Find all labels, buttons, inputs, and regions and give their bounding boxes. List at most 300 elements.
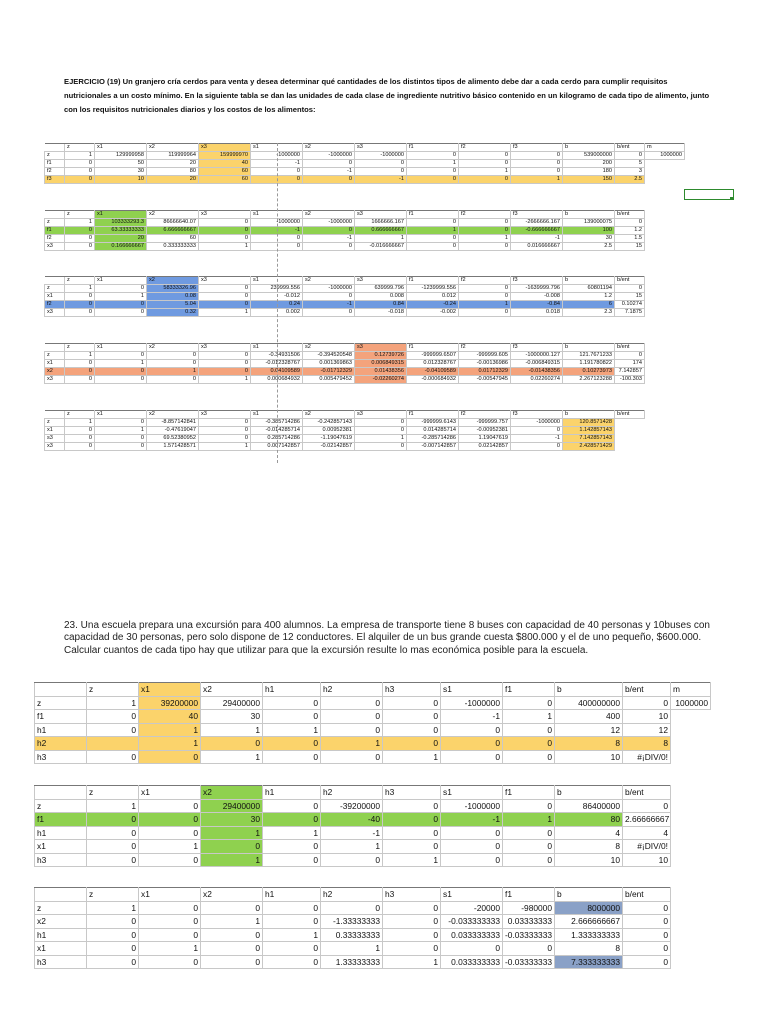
table-cell[interactable]: -0.84 — [511, 301, 563, 309]
column-header[interactable]: z — [65, 211, 95, 219]
row-label-cell[interactable]: x1 — [45, 293, 65, 301]
table-cell[interactable]: 1 — [407, 227, 459, 235]
table-cell[interactable]: -1 — [251, 160, 303, 168]
column-header[interactable]: h1 — [263, 683, 321, 697]
table-cell[interactable] — [671, 723, 711, 737]
column-header[interactable]: b/ent — [615, 277, 645, 285]
table-cell[interactable]: 1 — [355, 235, 407, 243]
column-header[interactable]: f3 — [511, 211, 563, 219]
table-cell[interactable]: 0 — [201, 955, 263, 969]
row-label-cell[interactable]: z — [45, 352, 65, 360]
column-header[interactable]: f3 — [511, 277, 563, 285]
row-label-cell[interactable]: f1 — [35, 813, 87, 827]
table-cell[interactable]: 10 — [623, 710, 671, 724]
table-cell[interactable]: -999999.757 — [459, 419, 511, 427]
table-cell[interactable]: 0 — [459, 243, 511, 251]
table-cell[interactable]: 0 — [201, 840, 263, 854]
table-cell[interactable]: 30 — [95, 168, 147, 176]
table-cell[interactable]: 1 — [503, 813, 555, 827]
table-cell[interactable]: 0 — [459, 285, 511, 293]
column-header[interactable]: x3 — [199, 211, 251, 219]
table-cell[interactable]: 0 — [147, 360, 199, 368]
table-cell[interactable]: 0 — [95, 443, 147, 451]
table-cell[interactable]: 1 — [201, 723, 263, 737]
table-cell[interactable]: 0 — [459, 152, 511, 160]
table-cell[interactable]: 0 — [459, 293, 511, 301]
row-label-cell[interactable]: s3 — [45, 435, 65, 443]
table-cell[interactable]: 1 — [407, 160, 459, 168]
table-cell[interactable]: 0 — [511, 160, 563, 168]
table-cell[interactable]: 0 — [503, 696, 555, 710]
table-cell[interactable]: 2.428571429 — [563, 443, 615, 451]
table-cell[interactable]: 239999.556 — [251, 285, 303, 293]
table-cell[interactable]: 7.1875 — [615, 309, 645, 317]
table-cell[interactable]: 80 — [147, 168, 199, 176]
column-header[interactable]: h2 — [321, 888, 383, 902]
table-cell[interactable]: 10 — [95, 176, 147, 184]
column-header[interactable]: h3 — [383, 888, 441, 902]
table-cell[interactable]: -0.00952381 — [459, 427, 511, 435]
column-header[interactable]: s3 — [355, 344, 407, 352]
table-cell[interactable]: 1 — [263, 826, 321, 840]
table-cell[interactable]: 0 — [95, 368, 147, 376]
table-cell[interactable]: 2.666666667 — [555, 915, 623, 929]
table-cell[interactable]: -0.006849315 — [511, 360, 563, 368]
table-cell[interactable]: 0 — [383, 723, 441, 737]
table-cell[interactable]: 0 — [615, 352, 645, 360]
table-cell[interactable]: 0 — [407, 219, 459, 227]
table-cell[interactable]: 0 — [321, 901, 383, 915]
column-header[interactable]: b — [563, 277, 615, 285]
row-label-cell[interactable]: f2 — [45, 168, 65, 176]
column-header[interactable]: h2 — [321, 786, 383, 800]
table-cell[interactable]: 1 — [383, 750, 441, 764]
table-cell[interactable]: 0 — [65, 293, 95, 301]
table-cell[interactable]: -0.002 — [407, 309, 459, 317]
table-cell[interactable]: 200 — [563, 160, 615, 168]
row-label-cell[interactable]: x1 — [45, 427, 65, 435]
column-header[interactable]: x2 — [147, 411, 199, 419]
table-cell[interactable]: 0 — [263, 813, 321, 827]
table-cell[interactable] — [671, 710, 711, 724]
table-cell[interactable]: 1 — [511, 176, 563, 184]
table-cell[interactable]: 5 — [615, 160, 645, 168]
table-cell[interactable]: 0 — [199, 360, 251, 368]
table-cell[interactable]: 1 — [201, 750, 263, 764]
table-cell[interactable]: 5.04 — [147, 301, 199, 309]
table-cell[interactable]: 0 — [441, 723, 503, 737]
table-cell[interactable]: 639999.796 — [355, 285, 407, 293]
table-cell[interactable]: 0 — [139, 928, 201, 942]
table-cell[interactable]: 30 — [563, 235, 615, 243]
table-cell[interactable]: 1 — [201, 826, 263, 840]
table-cell[interactable]: -20000 — [441, 901, 503, 915]
table-cell[interactable]: -0.394520548 — [303, 352, 355, 360]
table-cell[interactable]: 63.33333333 — [95, 227, 147, 235]
row-label-cell[interactable]: x1 — [35, 942, 87, 956]
table-cell[interactable]: 119999964 — [147, 152, 199, 160]
table-cell[interactable]: 0 — [355, 419, 407, 427]
table-cell[interactable]: -1 — [321, 826, 383, 840]
table-cell[interactable]: 0.10273973 — [563, 368, 615, 376]
table-cell[interactable]: 7.142857143 — [563, 435, 615, 443]
table-cell[interactable]: 0 — [355, 443, 407, 451]
table-cell[interactable]: -0.285714286 — [407, 435, 459, 443]
table-cell[interactable]: 0 — [65, 243, 95, 251]
table-cell[interactable]: 0 — [139, 826, 201, 840]
table-cell[interactable]: 0 — [383, 737, 441, 751]
table-cell[interactable]: 0 — [263, 737, 321, 751]
table-cell[interactable] — [615, 435, 645, 443]
table-cell[interactable]: 0 — [199, 227, 251, 235]
column-header[interactable]: x3 — [199, 344, 251, 352]
table-cell[interactable]: -1 — [441, 813, 503, 827]
row-label-cell[interactable]: x3 — [45, 309, 65, 317]
column-header[interactable]: z — [65, 411, 95, 419]
table-cell[interactable]: 0 — [263, 840, 321, 854]
table-cell[interactable]: 8000000 — [555, 901, 623, 915]
column-header[interactable] — [45, 277, 65, 285]
row-label-cell[interactable]: x2 — [35, 915, 87, 929]
table-cell[interactable]: 0 — [65, 443, 95, 451]
table-cell[interactable]: 0 — [441, 750, 503, 764]
table-cell[interactable]: 0.012328767 — [407, 360, 459, 368]
table-cell[interactable]: 1 — [263, 928, 321, 942]
table-cell[interactable]: 1666666.167 — [355, 219, 407, 227]
table-cell[interactable]: 0 — [87, 710, 139, 724]
table-cell[interactable]: -0.03333333 — [503, 928, 555, 942]
table-cell[interactable]: 0 — [321, 723, 383, 737]
column-header[interactable]: s3 — [355, 277, 407, 285]
table-cell[interactable]: 0 — [623, 901, 671, 915]
table-cell[interactable]: -1000000 — [355, 152, 407, 160]
row-label-cell[interactable]: x1 — [45, 360, 65, 368]
table-cell[interactable]: 103333293.3 — [95, 219, 147, 227]
column-header[interactable]: s1 — [251, 211, 303, 219]
table-cell[interactable]: 1 — [459, 168, 511, 176]
table-cell[interactable]: 0 — [87, 840, 139, 854]
table-cell[interactable]: 1 — [383, 955, 441, 969]
table-cell[interactable]: 159999970 — [199, 152, 251, 160]
table-cell[interactable]: 0 — [263, 750, 321, 764]
table-cell[interactable]: 1 — [65, 152, 95, 160]
column-header[interactable]: x1 — [95, 344, 147, 352]
table-cell[interactable]: 0 — [199, 219, 251, 227]
table-cell[interactable]: -40 — [321, 813, 383, 827]
table-cell[interactable]: 1 — [95, 293, 147, 301]
table-cell[interactable] — [645, 160, 685, 168]
row-label-cell[interactable]: h3 — [35, 853, 87, 867]
table-cell[interactable]: 50 — [95, 160, 147, 168]
table-cell[interactable]: -999999.6143 — [407, 419, 459, 427]
table-cell[interactable]: 1 — [87, 901, 139, 915]
table-cell[interactable]: 0 — [65, 435, 95, 443]
table-cell[interactable]: 0 — [87, 928, 139, 942]
column-header[interactable]: f2 — [459, 344, 511, 352]
table-cell[interactable] — [87, 737, 139, 751]
table-cell[interactable]: 0 — [407, 152, 459, 160]
table-cell[interactable]: 0 — [65, 168, 95, 176]
table-cell[interactable]: -999999.605 — [459, 352, 511, 360]
table-cell[interactable]: 0.02260274 — [511, 376, 563, 384]
table-cell[interactable]: 86400000 — [555, 799, 623, 813]
table-cell[interactable]: 6 — [563, 301, 615, 309]
table-cell[interactable]: -1639999.796 — [511, 285, 563, 293]
table-cell[interactable]: -1239999.556 — [407, 285, 459, 293]
table-cell[interactable]: 0 — [459, 309, 511, 317]
table-cell[interactable]: -0.000684932 — [407, 376, 459, 384]
column-header[interactable] — [35, 888, 87, 902]
table-cell[interactable]: -0.242857143 — [303, 419, 355, 427]
table-cell[interactable]: 0 — [615, 219, 645, 227]
table-cell[interactable]: 0 — [201, 737, 263, 751]
table-cell[interactable]: -0.00547945 — [459, 376, 511, 384]
table-cell[interactable]: 0 — [263, 799, 321, 813]
table-cell[interactable]: 0 — [459, 176, 511, 184]
table-cell[interactable]: 0.016666667 — [511, 243, 563, 251]
table-cell[interactable]: -1.19047619 — [303, 435, 355, 443]
table-cell[interactable]: 69.52380952 — [147, 435, 199, 443]
table-cell[interactable]: 0 — [87, 723, 139, 737]
table-cell[interactable]: -0.03333333 — [503, 955, 555, 969]
table-cell[interactable]: 0 — [355, 427, 407, 435]
table-cell[interactable]: 0 — [199, 419, 251, 427]
table-cell[interactable]: 0.24 — [251, 301, 303, 309]
table-cell[interactable]: 0 — [199, 435, 251, 443]
column-header[interactable]: s1 — [251, 411, 303, 419]
table-cell[interactable]: 1 — [321, 737, 383, 751]
table-cell[interactable]: 1 — [503, 710, 555, 724]
table-cell[interactable]: 0 — [441, 942, 503, 956]
table-cell[interactable]: -1000000 — [251, 219, 303, 227]
table-cell[interactable]: 0 — [95, 285, 147, 293]
table-cell[interactable]: 0 — [65, 227, 95, 235]
table-cell[interactable]: 0.166666667 — [95, 243, 147, 251]
column-header[interactable]: f3 — [511, 411, 563, 419]
column-header[interactable]: x1 — [95, 144, 147, 152]
table-cell[interactable]: 0 — [321, 710, 383, 724]
column-header[interactable]: x2 — [147, 144, 199, 152]
table-cell[interactable]: 2.66666667 — [623, 813, 671, 827]
table-cell[interactable]: 0 — [407, 168, 459, 176]
table-cell[interactable]: 0 — [87, 750, 139, 764]
table-cell[interactable]: 0.08 — [147, 293, 199, 301]
table-cell[interactable]: 0 — [623, 955, 671, 969]
column-header[interactable] — [45, 144, 65, 152]
column-header[interactable]: b — [555, 683, 623, 697]
table-cell[interactable]: 1 — [139, 840, 201, 854]
table-cell[interactable]: -1 — [251, 227, 303, 235]
column-header[interactable]: x3 — [199, 411, 251, 419]
table-cell[interactable]: 0 — [321, 853, 383, 867]
table-cell[interactable]: -0.34931506 — [251, 352, 303, 360]
table-cell[interactable]: 3 — [615, 168, 645, 176]
table-cell[interactable]: 0 — [65, 160, 95, 168]
table-cell[interactable]: -8.857142841 — [147, 419, 199, 427]
row-label-cell[interactable]: f1 — [45, 227, 65, 235]
table-cell[interactable]: 60 — [199, 176, 251, 184]
table-cell[interactable]: 0.12739726 — [355, 352, 407, 360]
table-cell[interactable]: 60 — [199, 168, 251, 176]
table-cell[interactable]: 0 — [623, 696, 671, 710]
table-cell[interactable]: 0.008 — [355, 293, 407, 301]
table-cell[interactable]: 0 — [65, 376, 95, 384]
table-cell[interactable]: 0 — [503, 737, 555, 751]
table-cell[interactable]: 1 — [355, 435, 407, 443]
table-cell[interactable]: 0 — [615, 152, 645, 160]
table-cell[interactable]: #¡DIV/0! — [623, 840, 671, 854]
column-header[interactable]: s2 — [303, 144, 355, 152]
table-cell[interactable]: 0 — [263, 942, 321, 956]
table-cell[interactable]: 0 — [65, 368, 95, 376]
table-cell[interactable]: 0.02142857 — [459, 443, 511, 451]
table-cell[interactable]: #¡DIV/0! — [623, 750, 671, 764]
table-cell[interactable] — [615, 443, 645, 451]
table-cell[interactable]: 1 — [459, 235, 511, 243]
row-label-cell[interactable]: f2 — [45, 301, 65, 309]
row-label-cell[interactable]: x3 — [45, 443, 65, 451]
table-cell[interactable]: 8 — [555, 942, 623, 956]
column-header[interactable]: b — [555, 888, 623, 902]
table-cell[interactable]: 29400000 — [201, 696, 263, 710]
table-cell[interactable]: 12 — [623, 723, 671, 737]
table-cell[interactable]: 1 — [65, 352, 95, 360]
column-header[interactable]: f1 — [503, 888, 555, 902]
table-cell[interactable]: 0 — [303, 160, 355, 168]
row-label-cell[interactable]: f3 — [45, 176, 65, 184]
table-cell[interactable]: 0 — [95, 419, 147, 427]
table-cell[interactable]: 40 — [139, 710, 201, 724]
table-cell[interactable]: 129999958 — [95, 152, 147, 160]
table-cell[interactable]: 0 — [355, 168, 407, 176]
table-cell[interactable]: 60 — [147, 235, 199, 243]
table-cell[interactable]: -1000000 — [441, 696, 503, 710]
table-cell[interactable]: 0.33333333 — [321, 928, 383, 942]
table-cell[interactable]: 4 — [555, 826, 623, 840]
table-cell[interactable] — [615, 419, 645, 427]
table-cell[interactable]: 0 — [199, 301, 251, 309]
table-cell[interactable]: -0.007142857 — [407, 443, 459, 451]
table-cell[interactable]: 8 — [555, 737, 623, 751]
table-cell[interactable] — [615, 427, 645, 435]
table-cell[interactable]: -1 — [303, 168, 355, 176]
table-cell[interactable]: 400000000 — [555, 696, 623, 710]
table-cell[interactable]: 0 — [303, 309, 355, 317]
column-header[interactable] — [45, 211, 65, 219]
column-header[interactable]: f1 — [407, 411, 459, 419]
table-cell[interactable]: 0 — [95, 301, 147, 309]
table-cell[interactable]: 30 — [201, 813, 263, 827]
table-cell[interactable]: -1000000.127 — [511, 352, 563, 360]
column-header[interactable]: f1 — [407, 344, 459, 352]
column-header[interactable]: x1 — [95, 411, 147, 419]
column-header[interactable]: s3 — [355, 211, 407, 219]
table-cell[interactable]: 0.32 — [147, 309, 199, 317]
table-cell[interactable]: 60801194 — [563, 285, 615, 293]
column-header[interactable]: x2 — [147, 277, 199, 285]
table-cell[interactable]: 0 — [623, 799, 671, 813]
table-cell[interactable]: 0.002 — [251, 309, 303, 317]
table-cell[interactable]: 8 — [623, 737, 671, 751]
table-cell[interactable]: 120.8571428 — [563, 419, 615, 427]
table-cell[interactable]: 139000075 — [563, 219, 615, 227]
table-cell[interactable]: 0 — [503, 723, 555, 737]
row-label-cell[interactable]: h1 — [35, 928, 87, 942]
table-cell[interactable]: 0 — [511, 152, 563, 160]
table-cell[interactable]: 0 — [407, 235, 459, 243]
table-cell[interactable]: 0 — [441, 853, 503, 867]
column-header[interactable]: x2 — [147, 344, 199, 352]
row-label-cell[interactable]: x1 — [35, 840, 87, 854]
table-cell[interactable]: 400 — [555, 710, 623, 724]
column-header[interactable]: x2 — [147, 211, 199, 219]
table-cell[interactable]: 0 — [139, 750, 201, 764]
table-cell[interactable]: 20 — [147, 176, 199, 184]
table-cell[interactable]: 0 — [383, 813, 441, 827]
column-header[interactable] — [45, 411, 65, 419]
table-cell[interactable]: 0 — [503, 853, 555, 867]
table-cell[interactable]: 1 — [199, 443, 251, 451]
table-cell[interactable]: 86666640.07 — [147, 219, 199, 227]
table-cell[interactable]: -1 — [303, 301, 355, 309]
table-cell[interactable]: 0 — [459, 219, 511, 227]
table-cell[interactable]: 1.142857143 — [563, 427, 615, 435]
table-cell[interactable]: 0 — [199, 427, 251, 435]
column-header[interactable]: b — [563, 411, 615, 419]
table-cell[interactable]: 0.00952381 — [303, 427, 355, 435]
table-cell[interactable]: -0.01438356 — [511, 368, 563, 376]
table-cell[interactable]: 0 — [303, 293, 355, 301]
row-label-cell[interactable]: z — [45, 219, 65, 227]
table-cell[interactable]: 0 — [263, 710, 321, 724]
table-cell[interactable]: 39200000 — [139, 696, 201, 710]
table-cell[interactable]: 121.7671233 — [563, 352, 615, 360]
table-cell[interactable]: 150 — [563, 176, 615, 184]
column-header[interactable]: b/ent — [623, 683, 671, 697]
table-cell[interactable]: 1.2 — [563, 293, 615, 301]
table-cell[interactable]: 0.01438356 — [355, 368, 407, 376]
table-cell[interactable]: 0 — [383, 840, 441, 854]
column-header[interactable]: f2 — [459, 144, 511, 152]
table-cell[interactable]: 0 — [87, 826, 139, 840]
table-cell[interactable]: 2.3 — [563, 309, 615, 317]
m-value-cell[interactable]: 1000000 — [645, 152, 685, 160]
table-cell[interactable]: -1000000 — [303, 285, 355, 293]
row-label-cell[interactable]: h1 — [35, 826, 87, 840]
table-cell[interactable]: -0.018 — [355, 309, 407, 317]
table-cell[interactable]: 1 — [263, 723, 321, 737]
table-cell[interactable]: 0.018 — [511, 309, 563, 317]
table-cell[interactable]: 1 — [65, 285, 95, 293]
table-cell[interactable]: -1 — [511, 235, 563, 243]
table-cell[interactable]: 0 — [383, 710, 441, 724]
table-cell[interactable]: 1 — [139, 737, 201, 751]
column-header[interactable]: s2 — [303, 211, 355, 219]
table-cell[interactable] — [671, 750, 711, 764]
table-cell[interactable]: 0.333333333 — [147, 243, 199, 251]
column-header[interactable]: x3 — [199, 277, 251, 285]
table-cell[interactable]: 0 — [199, 285, 251, 293]
table-cell[interactable]: 0 — [65, 235, 95, 243]
column-header[interactable]: f1 — [503, 786, 555, 800]
table-cell[interactable]: 0 — [147, 376, 199, 384]
table-cell[interactable]: 539000000 — [563, 152, 615, 160]
column-header[interactable]: h1 — [263, 786, 321, 800]
table-cell[interactable]: 0 — [65, 301, 95, 309]
column-header[interactable]: x2 — [201, 683, 263, 697]
table-cell[interactable]: -1.33333333 — [321, 915, 383, 929]
column-header[interactable]: f3 — [511, 144, 563, 152]
